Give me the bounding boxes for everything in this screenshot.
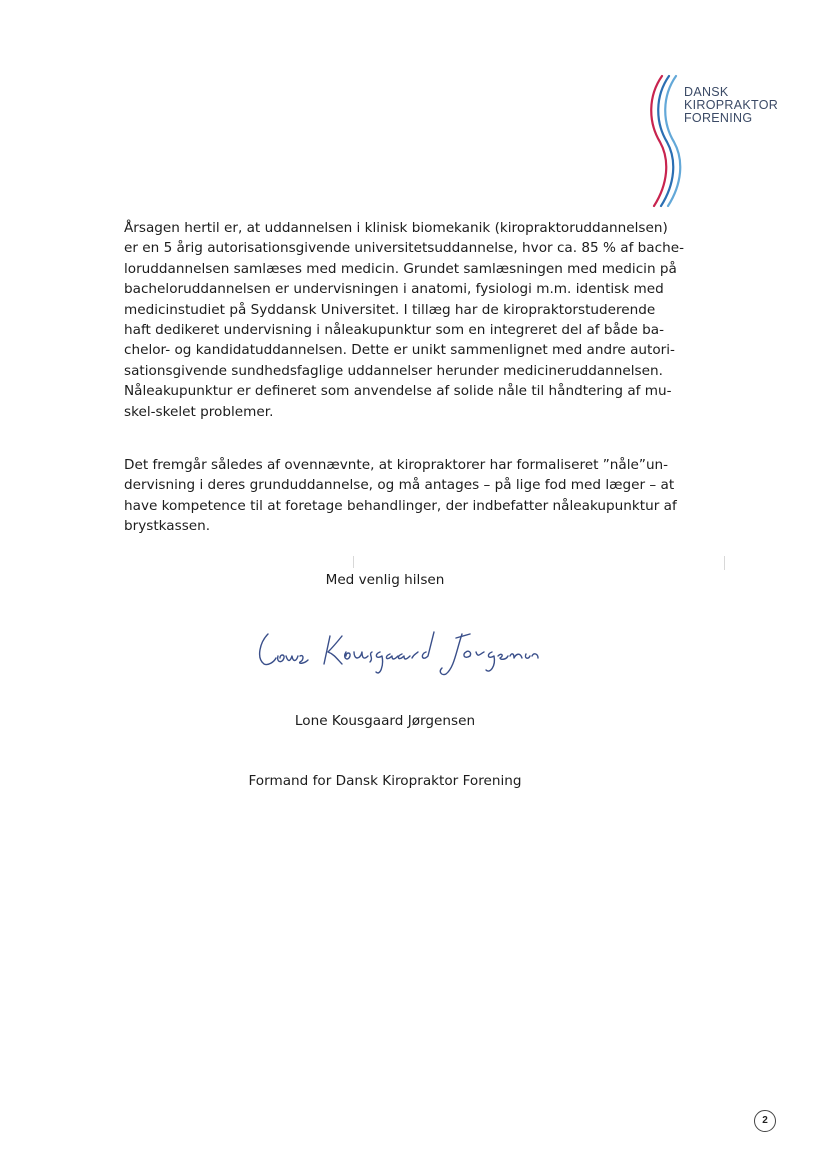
text-line: haft dedikeret undervisning i nåleakupunktur som en integreret del af både ba-: [124, 322, 665, 339]
text-line: skel-skelet problemer.: [124, 403, 274, 420]
dkf-logo: [644, 72, 794, 212]
text-line: er en 5 årig autorisationsgivende universitetsuddannelse, hvor ca. 85 % af bache-: [124, 240, 684, 257]
text-line: loruddannelsen samlæses med medicin. Grundet samlæsningen med medicin på: [124, 260, 677, 277]
text-line: Nåleakupunktur er defineret som anvendelse af solide nåle til håndtering af mu-: [124, 383, 672, 400]
logo-line: KIROPRAKTOR: [684, 98, 779, 112]
text-line: dervisning i deres grunduddannelse, og må antages – på lige fod med læger – at: [124, 477, 675, 494]
handwritten-signature: [250, 612, 540, 682]
text-line: chelor- og kandidatuddannelsen. Dette er unikt sammenlignet med andre autori-: [124, 342, 675, 359]
logo-wordmark: [684, 86, 778, 125]
scan-mark: [353, 556, 354, 568]
text-line: sationsgivende sundhedsfaglige uddannelser herunder medicineruddannelsen.: [124, 362, 663, 379]
text-line: Det fremgår således af ovennævnte, at kiropraktorer har formaliseret ”nåle”un-: [124, 457, 669, 473]
scan-mark: [724, 556, 725, 570]
page-number: 2: [754, 1110, 776, 1132]
signer-name: Lone Kousgaard Jørgensen: [294, 713, 476, 729]
text-line: brystkassen.: [124, 518, 211, 535]
text-line: bacheloruddannelsen er undervisningen i anatomi, fysiologi m.m. identisk med: [124, 281, 664, 298]
logo-line: FORENING: [684, 111, 753, 125]
paragraph-conclusion: [124, 455, 677, 537]
paragraph-education: [124, 218, 684, 422]
text-line: medicinstudiet på Syddansk Universitet. I tillæg har de kiropraktorstuderende: [124, 301, 656, 318]
signer-role: Formand for Dansk Kiropraktor Forening: [248, 773, 522, 789]
logo-line: DANSK: [684, 85, 729, 99]
closing-greeting: Med venlig hilsen: [325, 572, 445, 588]
text-line: have kompetence til at foretage behandlinger, der indbefatter nåleakupunktur af: [124, 497, 677, 514]
text-line: Årsagen hertil er, at uddannelsen i klinisk biomekanik (kiropraktoruddannelsen): [124, 220, 668, 236]
